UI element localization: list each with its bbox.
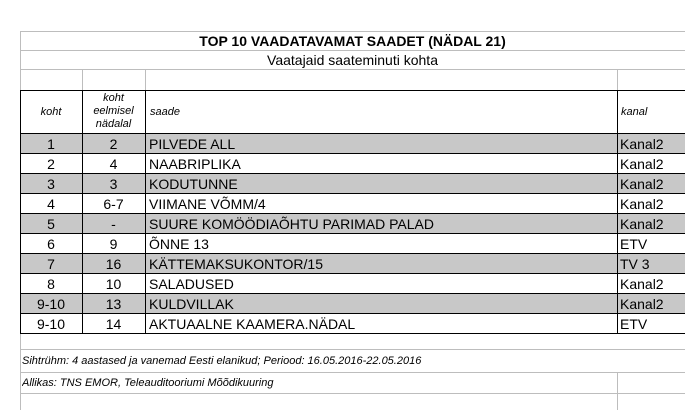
table-border: [20, 333, 685, 334]
prev-rank-cell: 2: [109, 136, 118, 152]
grid-line: [82, 69, 83, 90]
grid-line: [20, 393, 685, 394]
header-prev-rank-line3: nädalal: [95, 118, 132, 130]
grid-line: [617, 372, 618, 410]
show-cell: SALADUSED: [149, 276, 234, 292]
channel-cell: TV 3: [620, 256, 650, 272]
grid-line: [145, 69, 146, 90]
channel-cell: Kanal2: [620, 156, 664, 172]
table-border: [20, 313, 685, 314]
channel-cell: Kanal2: [620, 296, 664, 312]
channel-cell: Kanal2: [620, 176, 664, 192]
table-border: [20, 293, 685, 294]
show-cell: KULDVILLAK: [149, 296, 234, 312]
rank-cell: 5: [47, 216, 55, 232]
table-border: [20, 133, 685, 134]
show-cell: PILVEDE ALL: [149, 136, 236, 152]
grid-line: [617, 69, 618, 90]
table-border: [20, 90, 685, 91]
table-border: [20, 213, 685, 214]
channel-cell: Kanal2: [620, 276, 664, 292]
header-rank: koht: [40, 106, 62, 118]
table-border: [20, 193, 685, 194]
prev-rank-cell: 16: [105, 256, 122, 272]
show-cell: AKTUAALNE KAAMERA.NÄDAL: [149, 316, 356, 332]
header-prev-rank-line1: koht: [103, 92, 124, 104]
show-cell: ÕNNE 13: [149, 236, 209, 252]
prev-rank-cell: 13: [105, 296, 122, 312]
prev-rank-cell: -: [111, 216, 116, 232]
table-subtitle: Vaatajaid saateminuti kohta: [267, 52, 438, 68]
show-cell: SUURE KOMÖÖDIAÕHTU PARIMAD PALAD: [149, 216, 434, 232]
prev-rank-cell: 9: [109, 236, 118, 252]
rank-cell: 8: [47, 276, 55, 292]
channel-cell: ETV: [620, 316, 648, 332]
rank-cell: 9-10: [36, 316, 66, 332]
header-prev-rank-line2: eelmisel: [93, 105, 134, 117]
prev-rank-cell: 6-7: [103, 196, 124, 212]
table-border: [20, 233, 685, 234]
rank-cell: 9-10: [36, 296, 66, 312]
rank-cell: 3: [47, 176, 55, 192]
rank-cell: 4: [47, 196, 55, 212]
header-show: saade: [150, 106, 180, 118]
prev-rank-cell: 4: [109, 156, 118, 172]
channel-cell: Kanal2: [620, 196, 664, 212]
rank-cell: 6: [47, 236, 55, 252]
grid-line: [20, 69, 685, 70]
rank-cell: 1: [47, 136, 55, 152]
prev-rank-cell: 3: [109, 176, 118, 192]
table-border: [20, 90, 21, 334]
table-title: TOP 10 VAADATAVAMAT SAADET (NÄDAL 21): [199, 33, 506, 49]
channel-cell: Kanal2: [620, 216, 664, 232]
channel-cell: ETV: [620, 236, 648, 252]
show-cell: NAABRIPLIKA: [149, 156, 241, 172]
table-border: [617, 90, 618, 334]
table-border: [20, 273, 685, 274]
table-border: [82, 90, 83, 334]
table-border: [145, 90, 146, 334]
table-border: [20, 153, 685, 154]
header-channel: kanal: [621, 106, 648, 118]
table-border: [20, 173, 685, 174]
grid-line: [20, 372, 685, 373]
prev-rank-cell: 14: [105, 316, 122, 332]
rank-cell: 7: [47, 256, 55, 272]
show-cell: VIIMANE VÕMM/4: [149, 196, 266, 212]
footnote-audience: Sihtrühm: 4 aastased ja vanemad Eesti elanikud; Periood: 16.05.2016-22.05.2016: [22, 355, 422, 367]
footnote-source: Allikas: TNS EMOR, Teleauditooriumi Mõõdikuuring: [22, 377, 274, 389]
table-border: [20, 253, 685, 254]
show-cell: KODUTUNNE: [149, 176, 238, 192]
channel-cell: Kanal2: [620, 136, 664, 152]
prev-rank-cell: 10: [105, 276, 122, 292]
rank-cell: 2: [47, 156, 55, 172]
show-cell: KÄTTEMAKSUKONTOR/15: [149, 256, 324, 272]
grid-line: [20, 349, 685, 350]
